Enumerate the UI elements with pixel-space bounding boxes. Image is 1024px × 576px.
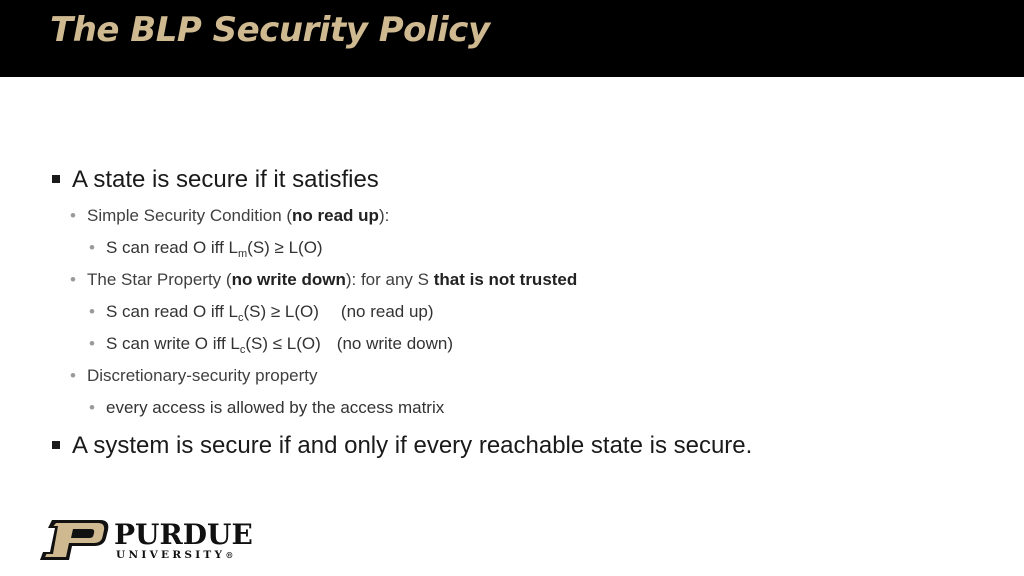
bold-text: no read up	[292, 206, 379, 225]
note-text: (no write down)	[336, 334, 454, 353]
text-part: (S) ≤ L(O)	[245, 334, 321, 353]
purdue-p-icon	[38, 520, 110, 560]
bold-text: that is not trusted	[433, 270, 578, 289]
dot-bullet-icon: •	[70, 270, 76, 289]
text-part: ):	[378, 206, 390, 225]
dot-bullet-icon: •	[70, 366, 76, 385]
bullet-star-read-rule	[89, 302, 434, 324]
subscript: c	[237, 312, 244, 324]
dot-bullet-icon: •	[89, 398, 95, 417]
text-part: S can read O iff L	[106, 302, 238, 321]
bullet-star-write-rule	[89, 334, 454, 356]
dot-bullet-icon: •	[89, 334, 95, 353]
text-part: ): for any S	[345, 270, 434, 289]
logo-wordmark	[114, 520, 253, 550]
text-part: (S) ≥ L(O)	[243, 302, 319, 321]
text-part: (S) ≥ L(O)	[247, 238, 323, 257]
bullet-discretionary-rule	[89, 398, 445, 418]
bullet-simple-security	[70, 206, 390, 226]
logo-sub-text: UNIVERSITY	[116, 549, 226, 561]
bullet-simple-rule	[89, 238, 323, 260]
note-text: (no read up)	[340, 302, 434, 321]
slide-title: The BLP Security Policy	[50, 10, 490, 50]
text-part: The Star Property (	[87, 270, 232, 289]
text-part: Simple Security Condition (	[87, 206, 293, 225]
bullet-discretionary	[70, 366, 318, 386]
bullet-star-property	[70, 270, 578, 290]
text-part: S can write O iff L	[106, 334, 240, 353]
dot-bullet-icon: •	[89, 238, 95, 257]
registered-mark: ®	[225, 550, 234, 560]
text-part: Discretionary-security property	[87, 366, 318, 385]
text-part: every access is allowed by the access matrix	[106, 398, 445, 417]
subscript: m	[237, 248, 248, 260]
square-bullet-icon	[52, 441, 60, 449]
logo-name: PURDUE	[114, 518, 253, 551]
square-bullet-icon	[52, 175, 60, 183]
bullet-text: A state is secure if it satisfies	[72, 166, 379, 193]
logo-subtitle	[116, 549, 233, 561]
bullet-text: A system is secure if and only if every reachable state is secure.	[72, 432, 753, 459]
text-part: S can read O iff L	[106, 238, 238, 257]
bullet-state-secure	[72, 166, 379, 194]
subscript: c	[239, 344, 246, 356]
dot-bullet-icon: •	[89, 302, 95, 321]
bold-text: no write down	[231, 270, 346, 289]
purdue-logo	[38, 520, 258, 562]
bullet-system-secure	[72, 432, 752, 460]
dot-bullet-icon: •	[70, 206, 76, 225]
